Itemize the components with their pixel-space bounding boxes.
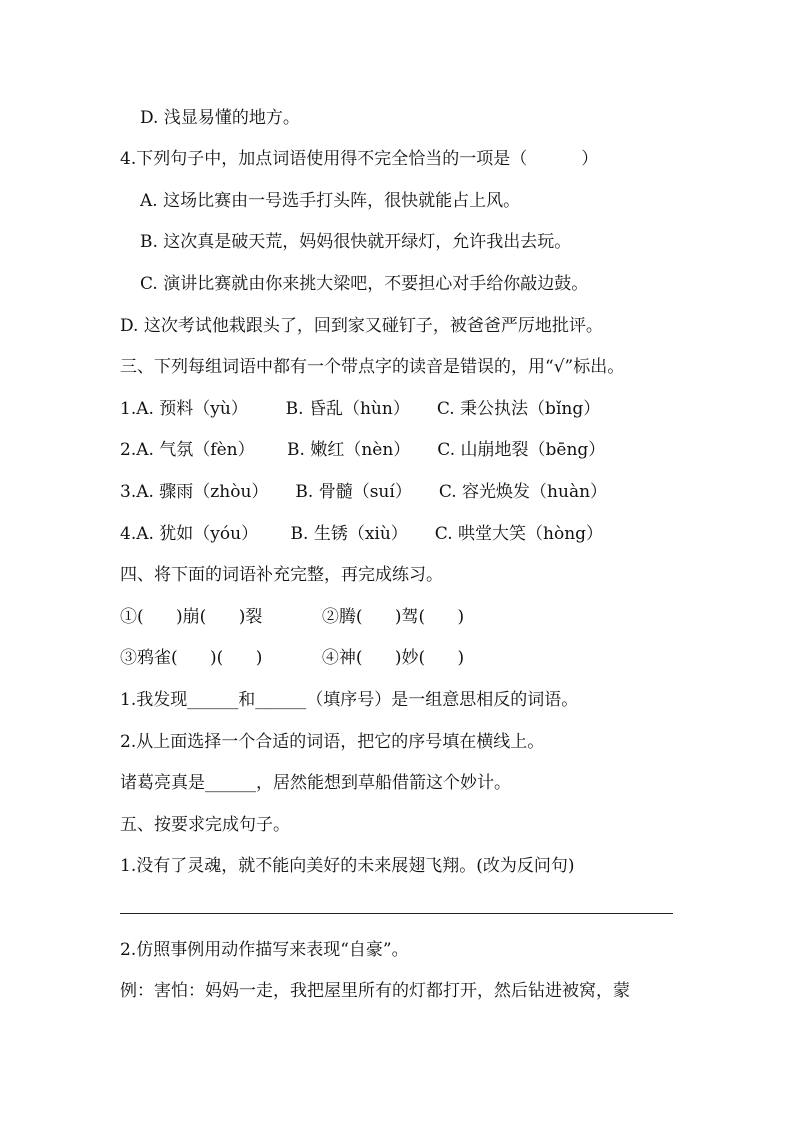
q4-option-c: C. 演讲比赛就由你来挑大梁吧，不要担心对手给你敲边鼓。 [140, 274, 589, 294]
q4-stem: 4.下列句子中，加点词语使用得不完全恰当的一项是（ ） [120, 149, 599, 169]
s4-q2-sentence: 诸葛亮真是______，居然能想到草船借箭这个妙计。 [120, 773, 511, 793]
q4-option-a: A. 这场比赛由一号选手打头阵，很快就能占上风。 [140, 191, 521, 211]
answer-line [120, 913, 673, 914]
s5-example: 例：害怕：妈妈一走，我把屋里所有的灯都打开，然后钻进被窝，蒙 [120, 981, 630, 1001]
s3-row-3: 3.A. 骤雨（zhòu） B. 骨髓（suí） C. 容光焕发（huàn） [120, 482, 608, 502]
section-3-title: 三、下列每组词语中都有一个带点字的读音是错误的，用“√”标出。 [120, 357, 625, 377]
section-5-title: 五、按要求完成句子。 [120, 815, 290, 835]
s5-q1: 1.没有了灵魂，就不能向美好的未来展翅飞翔。(改为反问句) [120, 856, 575, 876]
s4-q1: 1.我发现______和______（填序号）是一组意思相反的词语。 [120, 690, 579, 710]
s4-words-1: ①( )崩( )裂 ②腾( )驾( ) [120, 607, 465, 627]
s5-q2: 2.仿照事例用动作描写来表现“自豪”。 [120, 940, 409, 960]
q3-option-d: D. 浅显易懂的地方。 [140, 108, 300, 128]
section-4-title: 四、将下面的词语补充完整，再完成练习。 [120, 565, 443, 585]
s4-q2: 2.从上面选择一个合适的词语，把它的序号填在横线上。 [120, 732, 545, 752]
s3-row-2: 2.A. 气氛（fèn） B. 嫩红（nèn） C. 山崩地裂（bēng） [120, 440, 606, 460]
q4-option-d: D. 这次考试他栽跟头了，回到家又碰钉子，被爸爸严厉地批评。 [120, 316, 603, 336]
s4-words-2: ③鸦雀( )( ) ④神( )妙( ) [120, 648, 465, 668]
q4-option-b: B. 这次真是破天荒，妈妈很快就开绿灯，允许我出去玩。 [140, 232, 572, 252]
s3-row-1: 1.A. 预料（yù） B. 昏乱（hùn） C. 秉公执法（bǐng） [120, 399, 601, 419]
s3-row-4: 4.A. 犹如（yóu） B. 生锈（xiù） C. 哄堂大笑（hòng） [120, 524, 604, 544]
